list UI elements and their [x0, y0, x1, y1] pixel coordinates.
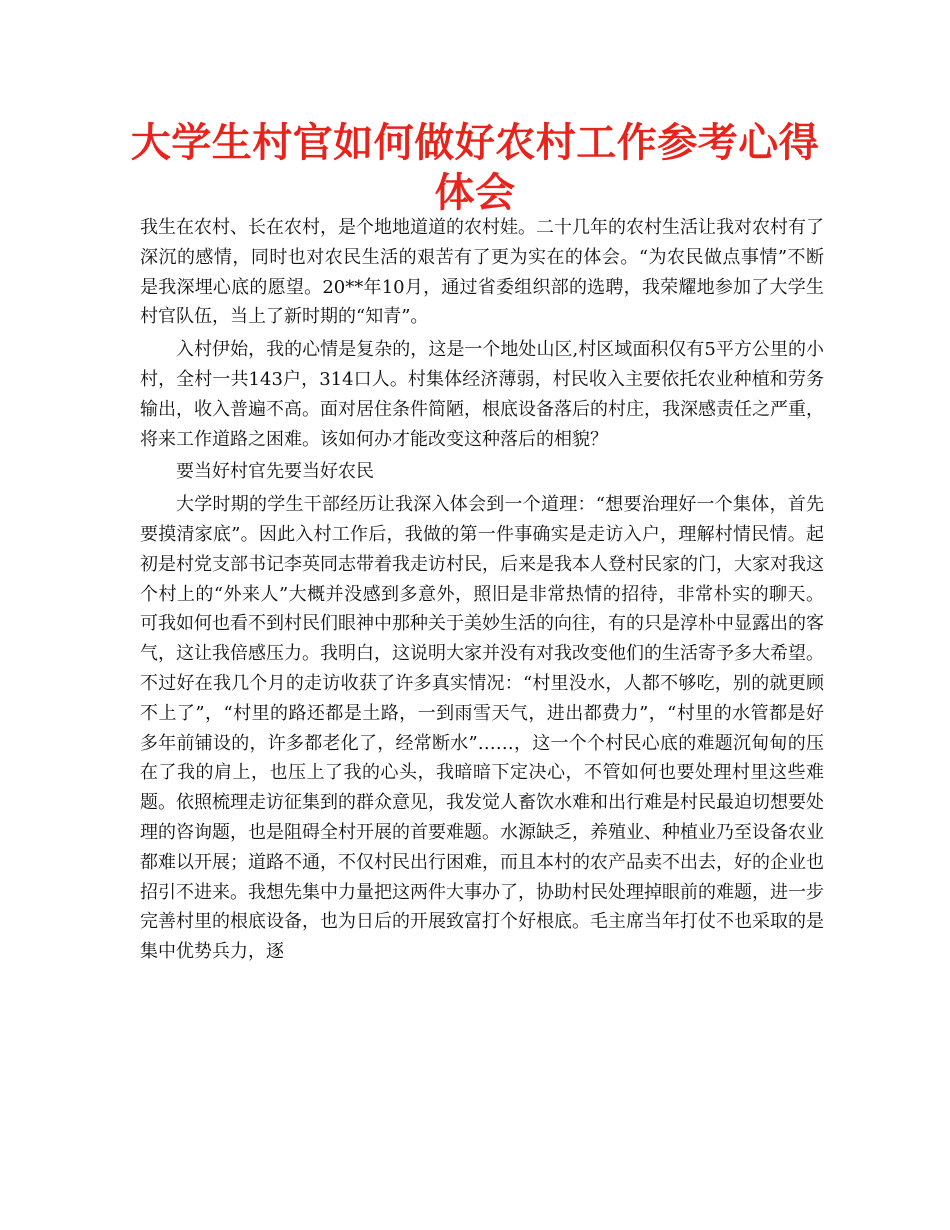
paragraph-intro: 我生在农村、长在农村，是个地地道道的农村娃。二十几年的农村生活让我对农村有了深沉的感情，同时也对农民生活的艰苦有了更为实在的体会。“为农民做点事情”不断是我深埋心底的愿望。20**年10月，通过省委组织部的选聘，我荣耀地参加了大学生村官队伍，当上了新时期的“知青”。: [140, 217, 824, 328]
paragraph-village-situation: 入村伊始，我的心情是复杂的，这是一个地处山区,村区域面积仅有5平方公里的小村，全村一共143户，314口人。村集体经济薄弱，村民收入主要依托农业种植和劳务输出，收入普遍不高。面对居住条件简陋，根底设备落后的村庄，我深感责任之严重，将来工作道路之困难。该如何办才能改变这种落后的相貌？: [140, 339, 824, 450]
document-title: 大学生村官如何做好农村工作参考心得体会: [130, 120, 820, 216]
section-heading: 要当好村官先要当好农民: [176, 461, 374, 483]
document-body: [140, 213, 824, 970]
paragraph-visits: 大学时期的学生干部经历让我深入体会到一个道理：“想要治理好一个集体，首先要摸清家底”。因此入村工作后，我做的第一件事确实是走访入户，理解村情民情。起初是村党支部书记李英同志带着我走访村民，后来是我本人登村民家的门，大家对我这个村上的“外来人”大概并没感到多意外，照旧是非常热情的招待，非常朴实的聊天。可我如何也看不到村民们眼神中那种关于美妙生活的向往，有的只是淳朴中显露出的客气，这让我倍感压力。我明白，这说明大家并没有对我改变他们的生活寄予多大希望。不过好在我几个月的走访收获了许多真实情况：“村里没水，人都不够吃，别的就更顾不上了”，“村里的路还都是土路，一到雨雪天气，进出都费力”，“村里的水管都是好多年前铺设的，许多都老化了，经常断水”……，这一个个村民心底的难题沉甸甸的压在了我的肩上，也压上了我的心头，我暗暗下定决心，不管如何也要处理村里这些难题。依照梳理走访征集到的群众意见，我发觉人畜饮水难和出行难是村民最迫切想要处理的咨询题，也是阻碍全村开展的首要难题。水源缺乏，养殖业、种植业乃至设备农业都难以开展；道路不通，不仅村民出行困难，而且本村的农产品卖不出去，好的企业也招引不进来。我想先集中力量把这两件大事办了，协助村民处理掉眼前的难题，进一步完善村里的根底设备，也为日后的开展致富打个好根底。毛主席当年打仗不也采取的是集中优势兵力，逐: [140, 494, 824, 963]
